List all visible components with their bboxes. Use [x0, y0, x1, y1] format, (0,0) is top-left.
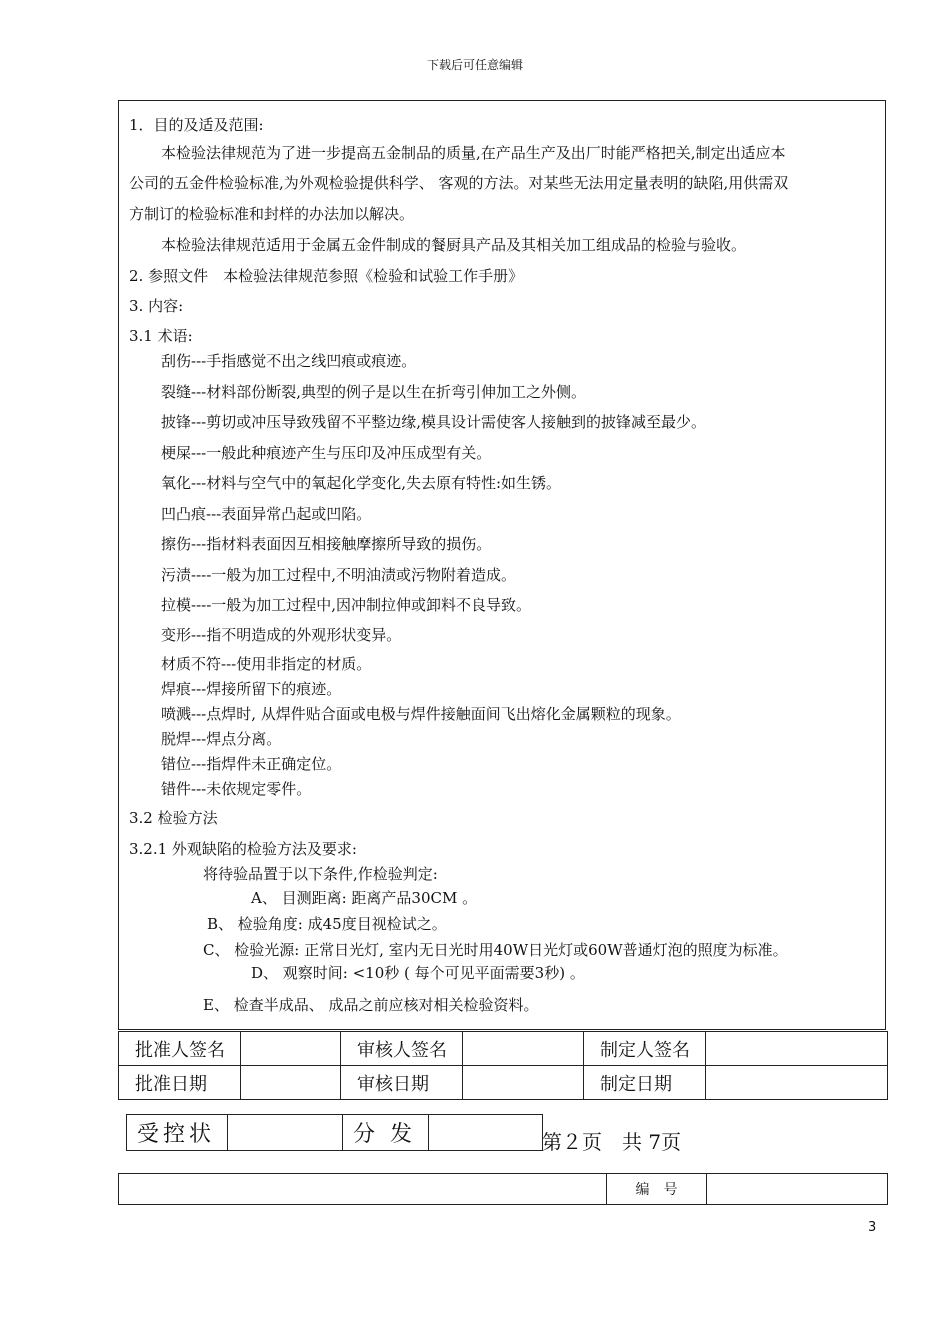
term-item: 拉模----一般为加工过程中,因冲制拉伸或卸料不良导致。 [161, 596, 532, 614]
approve-date-label: 批准日期 [119, 1066, 241, 1100]
term-item: 错位---指焊件未正确定位。 [161, 755, 342, 773]
condition-intro: 将待验品置于以下条件,作检验判定: [203, 865, 438, 883]
control-status-label: 受控状 [127, 1115, 228, 1151]
term-item: 污渍----一般为加工过程中,不明油渍或污物附着造成。 [161, 566, 517, 584]
page-info: 第２页 共 7页 [542, 1130, 682, 1154]
code-field[interactable] [707, 1174, 888, 1205]
section-3-heading: 3. 内容: [129, 297, 184, 315]
term-item: 材质不符---使用非指定的材质。 [161, 655, 372, 673]
reviewer-sign-field[interactable] [463, 1032, 584, 1066]
section-1-heading: 1．目的及适及范围: [129, 116, 264, 134]
term-item: 梗屎---一般此种痕迹产生与压印及冲压成型有关。 [161, 444, 492, 462]
maker-sign-field[interactable] [706, 1032, 888, 1066]
term-item: 氧化---材料与空气中的氧起化学变化,失去原有特性:如生锈。 [161, 474, 562, 492]
paragraph-line: 本检验法律规范适用于金属五金件制成的餐厨具产品及其相关加工组成品的检验与验收。 [161, 236, 747, 254]
reviewer-sign-label: 审核人签名 [341, 1032, 463, 1066]
condition-item-e: E、 检查半成品、 成品之前应核对相关检验资料。 [203, 996, 539, 1014]
term-item: 擦伤---指材料表面因互相接触摩擦所导致的损伤。 [161, 535, 492, 553]
condition-item-c: C、 检验光源: 正常日光灯, 室内无日光时用40W日光灯或60W普通灯泡的照度为标准。 [203, 941, 788, 959]
code-blank [119, 1174, 607, 1205]
page-header: 下载后可任意编辑 [426, 58, 523, 72]
term-item: 披锋---剪切或冲压导致残留不平整边缘,模具设计需使客人接触到的披锋减至最少。 [161, 413, 706, 431]
condition-item-a: A、 目测距离: 距离产品30CM 。 [251, 889, 478, 907]
term-item: 裂缝---材料部份断裂,典型的例子是以生在折弯引伸加工之外侧。 [161, 383, 586, 401]
term-item: 焊痕---焊接所留下的痕迹。 [161, 680, 342, 698]
paragraph-line: 方制订的检验标准和封样的办法加以解决。 [129, 205, 415, 223]
code-label: 编 号 [607, 1174, 707, 1205]
page-number: 3 [868, 1220, 877, 1235]
control-status-field[interactable] [228, 1115, 343, 1151]
paragraph-line: 公司的五金件检验标准,为外观检验提供科学、 客观的方法。对某些无法用定量表明的缺陷,用供需双 [129, 174, 789, 192]
distribute-label: 分 发 [343, 1115, 429, 1151]
approve-date-field[interactable] [241, 1066, 341, 1100]
review-date-label: 审核日期 [341, 1066, 463, 1100]
signature-table [118, 1031, 888, 1100]
approver-sign-field[interactable] [241, 1032, 341, 1066]
term-item: 变形---指不明造成的外观形状变异。 [161, 626, 402, 644]
review-date-field[interactable] [463, 1066, 584, 1100]
make-date-field[interactable] [706, 1066, 888, 1100]
maker-sign-label: 制定人签名 [584, 1032, 706, 1066]
approver-sign-label: 批准人签名 [119, 1032, 241, 1066]
make-date-label: 制定日期 [584, 1066, 706, 1100]
condition-item-b: B、 检验角度: 成45度目视检试之。 [207, 915, 447, 933]
term-item: 错件---未依规定零件。 [161, 780, 312, 798]
term-item: 脱焊---焊点分离。 [161, 730, 282, 748]
code-table [118, 1173, 888, 1205]
section-2-heading: 2. 参照文件 本检验法律规范参照《检验和试验工作手册》 [129, 267, 524, 285]
distribute-field[interactable] [429, 1115, 543, 1151]
section-3-2-1-heading: 3.2.1 外观缺陷的检验方法及要求: [129, 840, 357, 858]
condition-item-d: D、 观察时间: <10秒 ( 每个可见平面需要3秒) 。 [251, 964, 585, 982]
term-item: 喷溅---点焊时, 从焊件贴合面或电极与焊件接触面间飞出熔化金属颗粒的现象。 [161, 705, 681, 723]
section-3-2-heading: 3.2 检验方法 [129, 809, 218, 827]
section-3-1-heading: 3.1 术语: [129, 327, 193, 345]
term-item: 凹凸痕---表面异常凸起或凹陷。 [161, 505, 372, 523]
control-table [126, 1114, 543, 1151]
paragraph-line: 本检验法律规范为了进一步提高五金制品的质量,在产品生产及出厂时能严格把关,制定出适应本 [161, 144, 786, 162]
content-box [118, 100, 886, 1030]
term-item: 刮伤---手指感觉不出之线凹痕或痕迹。 [161, 352, 417, 370]
